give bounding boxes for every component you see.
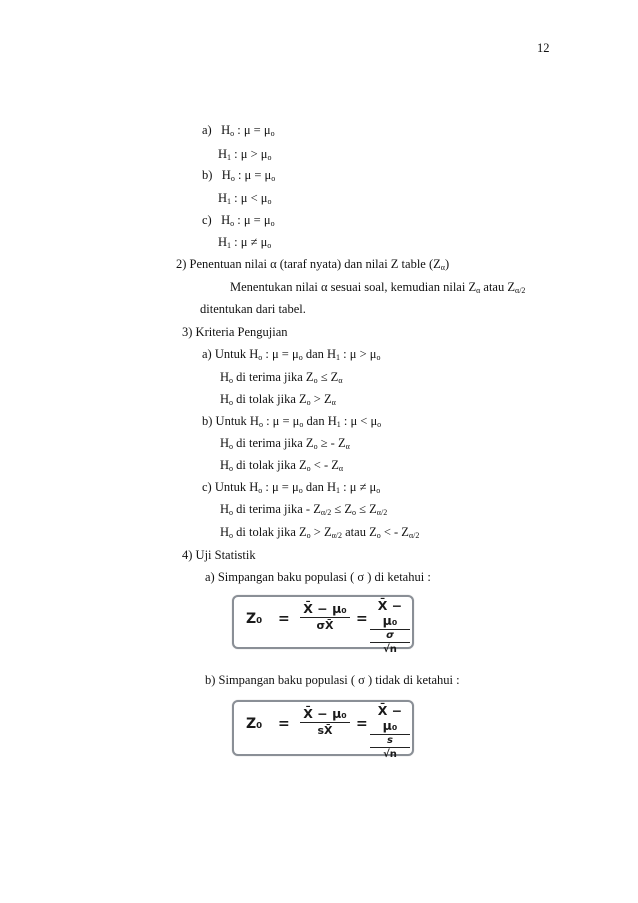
section-2-heading: 2) Penentuan nilai α (taraf nyata) dan nilai Z table $(Z_\alpha)$ <box>176 257 450 272</box>
formula-lhs: Z₀ <box>246 611 263 627</box>
h0-symbol: H <box>221 168 231 182</box>
fraction-1 <box>300 706 350 737</box>
section-4b-text: b) Simpangan baku populasi ( σ ) tidak di ketahui : <box>205 673 460 687</box>
h0-relation: : μ = μ <box>237 213 271 227</box>
formula-lhs: Z₀ <box>246 716 263 732</box>
formula-sigma-known <box>232 595 414 655</box>
h0-relation: : μ = μ <box>237 168 272 182</box>
h1-symbol: H <box>218 235 228 249</box>
h1-relation: : μ > μ <box>234 147 268 161</box>
fraction-2-numerator: X̄ − μ₀ <box>370 598 410 630</box>
h1-symbol: H <box>218 191 228 205</box>
section-3-heading: 3) Kriteria Pengujian <box>182 325 288 339</box>
fraction-2-inner-denominator: √n <box>383 749 397 760</box>
h1-symbol: H <box>218 147 228 161</box>
section-4-heading: 4) Uji Statistik <box>182 548 256 562</box>
fraction-2 <box>370 598 410 655</box>
fraction-2-inner-denominator: √n <box>383 644 397 655</box>
h0-relation: : μ = μ <box>237 123 271 137</box>
h0-symbol: H <box>221 123 231 137</box>
h1-relation: : μ ≠ μ <box>234 235 268 249</box>
fraction-2-inner-numerator: s <box>370 735 410 748</box>
fraction-2-numerator: X̄ − μ₀ <box>370 703 410 735</box>
fraction-1-numerator: X̄ − μ₀ <box>300 706 350 723</box>
page-number: 12 <box>537 41 550 55</box>
fraction-2 <box>370 703 410 760</box>
equals-sign: = <box>278 716 290 732</box>
h1-relation: : μ < μ <box>234 191 268 205</box>
h0-symbol: H <box>221 213 231 227</box>
fraction-2-inner-numerator: σ <box>370 630 410 643</box>
hyp-c-label: c) <box>202 213 212 227</box>
fraction-1-denominator: σX̄ <box>316 619 334 632</box>
equals-sign: = <box>278 611 290 627</box>
equals-sign-2: = <box>356 716 368 732</box>
section-4a-text: a) Simpangan baku populasi ( σ ) di ketahui : <box>205 570 431 584</box>
formula-sigma-unknown <box>232 700 414 760</box>
section-2-paragraph-line2: ditentukan dari tabel. <box>200 302 306 316</box>
fraction-1 <box>300 601 350 632</box>
fraction-1-denominator: sX̄ <box>317 724 333 737</box>
section-2-paragraph-line1: Menentukan nilai α sesuai soal, kemudian nilai $Z_\alpha$ atau $Z_{\alpha/2}$ <box>230 280 526 295</box>
hyp-b-label: b) <box>202 168 213 182</box>
equals-sign-2: = <box>356 611 368 627</box>
fraction-1-numerator: X̄ − μ₀ <box>300 601 350 618</box>
hyp-a-label: a) <box>202 123 212 137</box>
